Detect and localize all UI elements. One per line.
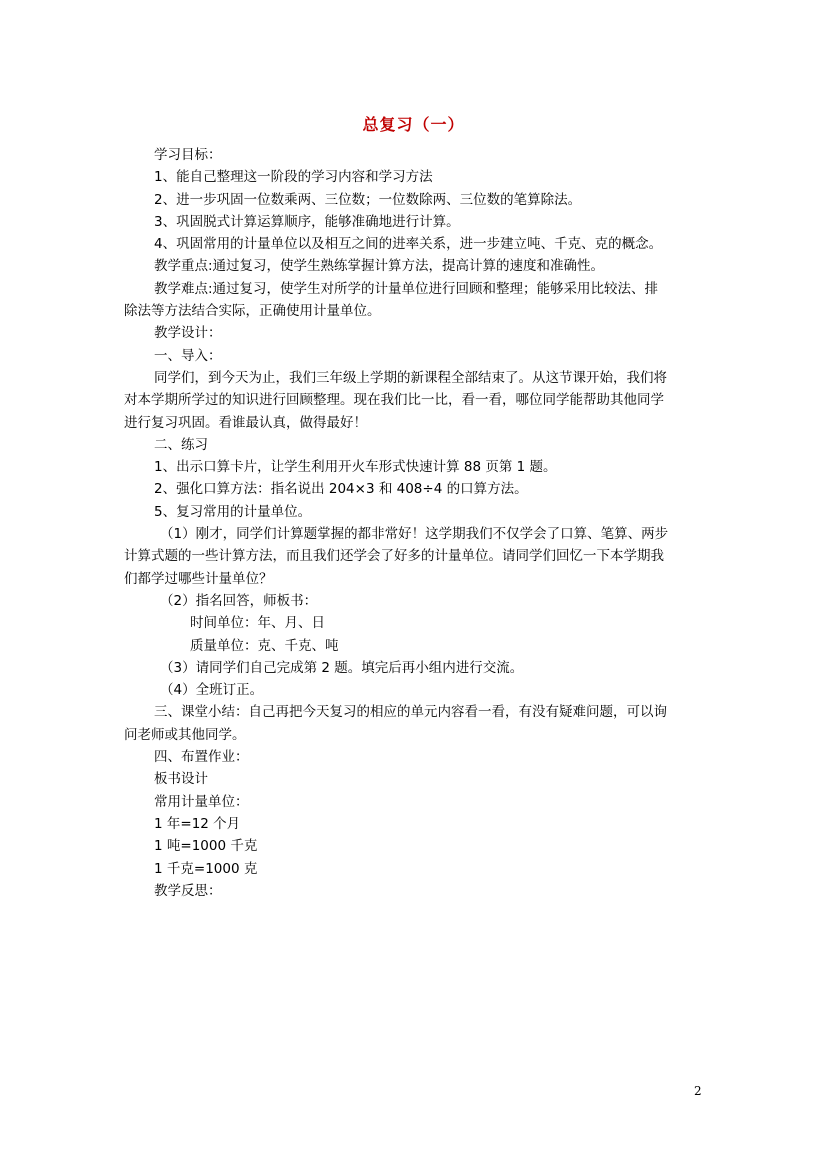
section-practice-heading: 二、练习 <box>154 436 208 453</box>
practice-item-5: 5、复习常用的计量单位。 <box>154 503 312 520</box>
common-units-heading: 常用计量单位： <box>154 793 249 810</box>
goal-2: 2、进一步巩固一位数乘两、三位数；一位数除两、三位数的笔算除法。 <box>154 191 582 208</box>
unit-kg-g: 1 千克=1000 克 <box>154 860 258 877</box>
review-paragraph-line-3: 们都学过哪些计量单位？ <box>124 570 273 587</box>
intro-paragraph-line-2: 对本学期所学过的知识进行回顾整理。现在我们比一比，看一看，哪位同学能帮助其他同学 <box>124 392 664 409</box>
practice-item-2: 2、强化口算方法：指名说出 204×3 和 408÷4 的口算方法。 <box>154 481 528 498</box>
homework-heading: 四、布置作业： <box>154 749 249 766</box>
goal-3: 3、巩固脱式计算运算顺序，能够准确地进行计算。 <box>154 213 460 230</box>
teaching-difficulty-line-1: 教学难点:通过复习，使学生对所学的计量单位进行回顾和整理；能够采用比较法、排 <box>154 280 659 297</box>
review-step-3: （3）请同学们自己完成第 2 题。填完后再小组内进行交流。 <box>160 659 524 676</box>
mass-units: 质量单位：克、千克、吨 <box>190 637 339 654</box>
intro-paragraph-line-1: 同学们，到今天为止，我们三年级上学期的新课程全部结束了。从这节课开始，我们将 <box>154 369 667 386</box>
goal-4: 4、巩固常用的计量单位以及相互之间的进率关系，进一步建立吨、千克、克的概念。 <box>154 236 663 253</box>
review-step-4: （4）全班订正。 <box>160 682 264 699</box>
review-paragraph-line-2: 计算式题的一些计算方法，而且我们还学会了好多的计量单位。请同学们回忆一下本学期我 <box>124 548 664 565</box>
teaching-difficulty-line-2: 除法等方法结合实际，正确使用计量单位。 <box>124 303 381 320</box>
teaching-reflection-heading: 教学反思： <box>154 882 222 899</box>
summary-line-1: 三、课堂小结：自己再把今天复习的相应的单元内容看一看，有没有疑难问题，可以询 <box>154 704 667 721</box>
time-units: 时间单位：年、月、日 <box>190 615 325 632</box>
learning-goals-heading: 学习目标： <box>154 147 222 163</box>
review-step-2: （2）指名回答，师板书： <box>160 592 318 609</box>
unit-ton-kg: 1 吨=1000 千克 <box>154 838 258 855</box>
intro-paragraph-line-3: 进行复习巩固。看谁最认真，做得最好！ <box>124 414 367 431</box>
teaching-key-point: 教学重点:通过复习，使学生熟练掌握计算方法，提高计算的速度和准确性。 <box>154 258 605 275</box>
review-paragraph-line-1: （1）刚才，同学们计算题掌握的都非常好！这学期我们不仅学会了口算、笔算、两步 <box>160 526 669 543</box>
section-intro-heading: 一、导入： <box>154 347 222 364</box>
board-design-heading: 板书设计 <box>154 771 208 788</box>
teaching-design-heading: 教学设计： <box>154 325 222 342</box>
page-number: 2 <box>694 1084 702 1098</box>
document-body <box>124 144 709 902</box>
goal-1: 1、能自己整理这一阶段的学习内容和学习方法 <box>154 169 433 186</box>
unit-year-month: 1 年=12 个月 <box>154 815 241 832</box>
practice-item-1: 1、出示口算卡片，让学生利用开火车形式快速计算 88 页第 1 题。 <box>154 459 557 476</box>
summary-line-2: 问老师或其他同学。 <box>124 726 246 743</box>
document-title: 总复习（一） <box>362 115 465 134</box>
